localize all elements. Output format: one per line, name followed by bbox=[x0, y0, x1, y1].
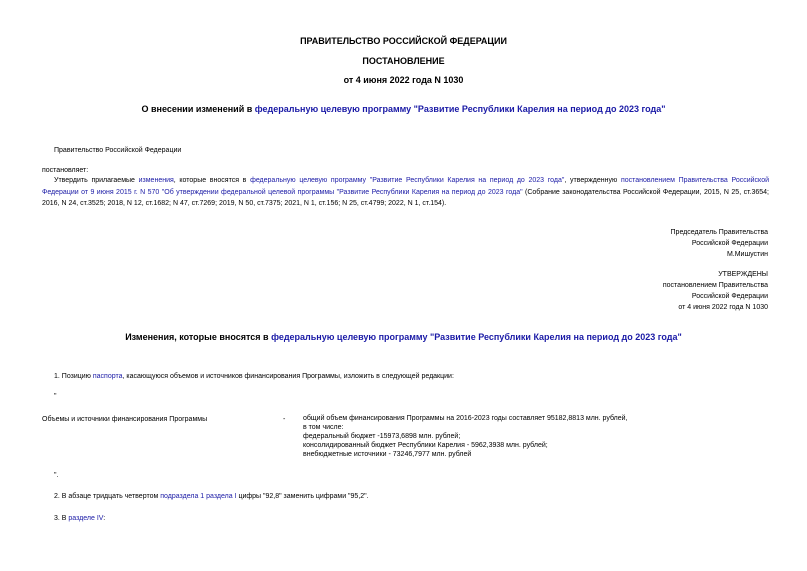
financing-line: консолидированный бюджет Республики Карелия - 5962,3938 млн. рублей; bbox=[303, 442, 548, 449]
subsection-link[interactable]: подраздела 1 раздела I bbox=[160, 493, 237, 500]
signature-name: М.Мишустин bbox=[726, 251, 768, 258]
preamble-decides: постановляет: bbox=[42, 167, 89, 174]
main-paragraph bbox=[42, 175, 769, 210]
approval-resolution: постановлением Правительства bbox=[662, 282, 768, 289]
item-3-text-b: : bbox=[103, 515, 106, 522]
item-1-text-a: 1. Позицию bbox=[54, 373, 93, 380]
financing-line: общий объем финансирования Программы на 2016-2023 годы составляет 95182,8813 млн. рублей, bbox=[303, 415, 628, 422]
preamble-government: Правительство Российской Федерации bbox=[54, 147, 182, 154]
changes-title-prefix: Изменения, которые вносятся в bbox=[125, 332, 272, 342]
p1-text-d: (Собрание законодательства Российской Федерации, 2015, N 25, ст.3654; 2016, N 24, ст.3525; 2018, N 12, ст.1682; N 47, ст.7269; 2019, N 50, ст.7375; 2021, N 1, ст.156; N 25, ст.4799; 2022, N 1, ст.154). bbox=[42, 188, 769, 207]
financing-dash: - bbox=[283, 416, 286, 423]
changes-title bbox=[0, 332, 807, 342]
approval-country: Российской Федерации bbox=[691, 293, 768, 300]
program-link[interactable]: федеральную целевую программу "Развитие Республики Карелия на период до 2023 года" bbox=[254, 104, 666, 114]
p1-text-c: , утвержденную bbox=[564, 177, 621, 184]
title-prefix: О внесении изменений в bbox=[141, 104, 255, 114]
approval-approved: УТВЕРЖДЕНЫ bbox=[718, 271, 768, 278]
financing-label: Объемы и источники финансирования Программы bbox=[42, 416, 208, 423]
signature-position: Председатель Правительства bbox=[670, 229, 768, 236]
financing-line: в том числе: bbox=[303, 424, 344, 431]
financing-details bbox=[303, 414, 627, 459]
changes-link[interactable]: изменения bbox=[138, 177, 174, 184]
item-3 bbox=[54, 513, 105, 524]
item-1-text-b: , касающуюся объемов и источников финансирования Программы, изложить в следующей редакции: bbox=[122, 373, 454, 380]
item-2 bbox=[54, 491, 369, 502]
passport-link[interactable]: паспорта bbox=[92, 373, 123, 380]
quote-open: " bbox=[54, 393, 57, 400]
financing-line: внебюджетные источники - 73246,7977 млн. рублей bbox=[303, 451, 472, 458]
document-title bbox=[0, 104, 807, 114]
item-1 bbox=[54, 371, 454, 382]
resolution-link[interactable]: постановлением Правительства Российской Федерации от 9 июня 2015 г. N 570 "Об утверждении федеральной целевой программы "Развитие Республики Карелия на период до 2023 года" bbox=[42, 177, 769, 196]
section-iv-link[interactable]: разделе IV bbox=[68, 515, 104, 522]
changes-program-link[interactable]: федеральную целевую программу "Развитие Республики Карелия на период до 2023 года" bbox=[271, 332, 682, 342]
program-link-2[interactable]: федеральную целевую программу "Развитие Республики Карелия на период до 2023 года" bbox=[250, 177, 565, 184]
item-2-text-b: цифры "92,8" заменить цифрами "95,2". bbox=[236, 493, 369, 500]
p1-text-a: Утвердить прилагаемые bbox=[54, 177, 139, 184]
signature-country: Российской Федерации bbox=[691, 240, 768, 247]
quote-close: ". bbox=[54, 472, 59, 479]
government-heading: ПРАВИТЕЛЬСТВО РОССИЙСКОЙ ФЕДЕРАЦИИ bbox=[300, 36, 507, 46]
item-3-text-a: 3. В bbox=[54, 515, 69, 522]
document-type: ПОСТАНОВЛЕНИЕ bbox=[362, 56, 445, 66]
financing-line: федеральный бюджет -15973,6898 млн. рублей; bbox=[303, 433, 461, 440]
approval-date: от 4 июня 2022 года N 1030 bbox=[678, 304, 768, 311]
document-date-number: от 4 июня 2022 года N 1030 bbox=[343, 75, 464, 85]
item-2-text-a: 2. В абзаце тридцать четвертом bbox=[54, 493, 161, 500]
p1-text-b: , которые вносятся в bbox=[173, 177, 251, 184]
